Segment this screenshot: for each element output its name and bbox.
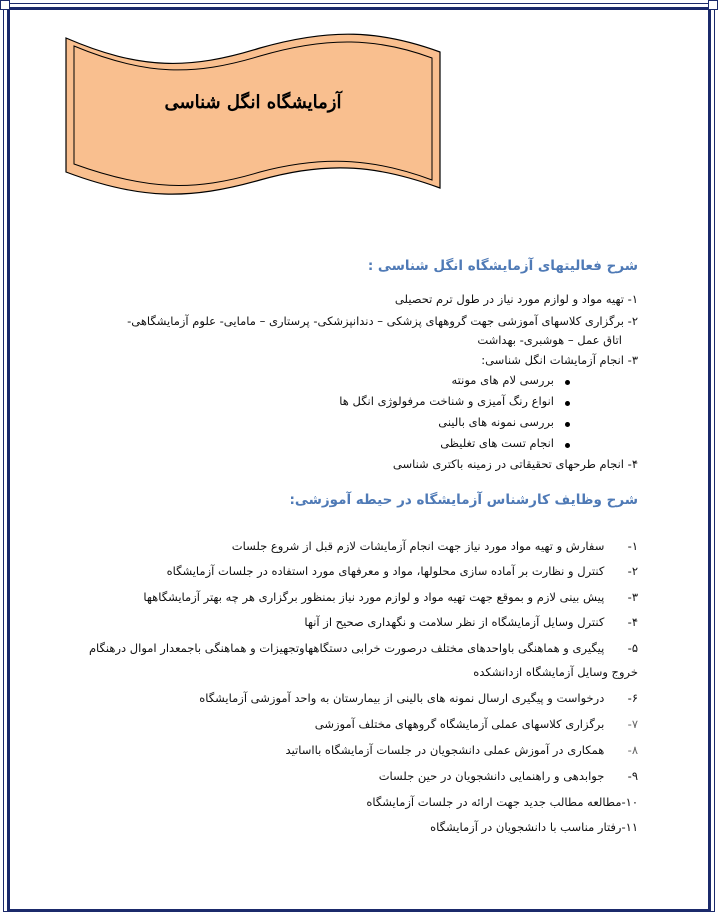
list-item [481, 353, 638, 367]
bullet-item: انواع رنگ آمیزی و شناخت مرفولوژی انگل ها [339, 394, 554, 408]
item-number: ۲- [627, 564, 638, 578]
item-text: همکاری در آموزش عملی دانشجویان در جلسات آزمایشگاه بااساتید [285, 743, 605, 757]
bullet-item: بررسی لام های مونته [451, 373, 554, 387]
list-item-continuation: اتاق عمل – هوشبری- بهداشت [477, 333, 622, 347]
list-item [393, 457, 638, 471]
item-text: انجام طرحهای تحقیقاتی در زمینه باکتری شناسی [392, 457, 624, 471]
item-number: ۹- [627, 769, 638, 783]
corner-ornament-top-right [708, 0, 718, 10]
item-text: تهیه مواد و لوازم مورد نیاز در طول ترم تحصیلی [394, 292, 624, 306]
bullet-item: بررسی نمونه های بالینی [438, 415, 554, 429]
item-number: ۴- [627, 615, 638, 629]
item-text: برگزاری کلاسهای عملی آزمایشگاه گروههای مختلف آموزشی [314, 717, 605, 731]
bullet-icon [565, 401, 570, 406]
item-text: کنترل و نظارت بر آماده سازی محلولها، مواد و معرفهای مورد استفاده در جلسات آزمایشگاه [166, 564, 605, 578]
banner-shape [60, 30, 446, 196]
duty-item [430, 820, 638, 834]
item-number: ۴- [627, 457, 638, 471]
bullet-icon [565, 380, 570, 385]
duty-item [315, 717, 638, 731]
item-number: ۵- [627, 641, 638, 655]
section2-heading: شرح وظایف کارشناس آزمایشگاه در حیطه آموزشی: [289, 492, 638, 508]
bullet-icon [565, 422, 570, 427]
item-number: ۳- [627, 353, 638, 367]
item-text: جوابدهی و راهنمایی دانشجویان در حین جلسات [378, 769, 605, 783]
duty-item-continuation: خروج وسایل آزمایشگاه ازدانشکده [473, 665, 638, 679]
item-text: برگزاری کلاسهای آموزشی جهت گروههای پزشکی – دندانپزشکی- پرستاری – مامایی- علوم آزمایشگاهی- [127, 314, 624, 328]
item-number: ۱۰- [621, 795, 638, 809]
duty-item [304, 615, 638, 629]
section1-heading: شرح فعالیتهای آزمایشگاه انگل شناسی : [367, 258, 638, 274]
item-text: سفارش و تهیه مواد مورد نیاز جهت انجام آزمایشات لازم قبل از شروع جلسات [231, 539, 605, 553]
corner-ornament-top-left [0, 0, 10, 10]
page-title: آزمایشگاه انگل شناسی [164, 92, 342, 113]
item-number: ۱۱- [621, 820, 638, 834]
item-text: درخواست و پیگیری ارسال نمونه های بالینی از بیمارستان به واحد آموزشی آزمایشگاه [199, 691, 605, 705]
item-number: ۲- [627, 314, 638, 328]
duty-item [143, 590, 638, 604]
duty-item [379, 769, 638, 783]
item-text: کنترل وسایل آزمایشگاه از نظر سلامت و نگهداری صحیح از آنها [304, 615, 605, 629]
title-banner [60, 30, 446, 196]
list-item [395, 292, 638, 306]
duty-item [199, 691, 638, 705]
item-text: مطالعه مطالب جدید جهت ارائه در جلسات آزمایشگاه [366, 795, 622, 809]
item-text: رفتار مناسب با دانشجویان در آزمایشگاه [430, 820, 622, 834]
item-number: ۳- [627, 590, 638, 604]
duty-item [366, 795, 638, 809]
duty-item [232, 539, 638, 553]
item-number: ۸- [627, 743, 638, 757]
item-number: ۱- [627, 539, 638, 553]
bullet-icon [565, 443, 570, 448]
duty-item [89, 641, 638, 655]
bullet-item: انجام تست های تغلیظی [440, 436, 554, 450]
item-text: پیش بینی لازم و بموقع جهت تهیه مواد و لوازم مورد نیاز بمنظور برگزاری هر چه بهتر آزمایشگاهها [143, 590, 605, 604]
item-number: ۱- [627, 292, 638, 306]
item-number: ۷- [627, 717, 638, 731]
list-item [127, 314, 638, 328]
item-number: ۶- [627, 691, 638, 705]
duty-item [167, 564, 638, 578]
duty-item [286, 743, 638, 757]
item-text: پیگیری و هماهنگی باواحدهای مختلف درصورت خرابی دستگاههاوتجهیزات و هماهنگی باجمعدار اموال درهنگام [88, 641, 605, 655]
item-text: انجام آزمایشات انگل شناسی: [481, 353, 624, 367]
